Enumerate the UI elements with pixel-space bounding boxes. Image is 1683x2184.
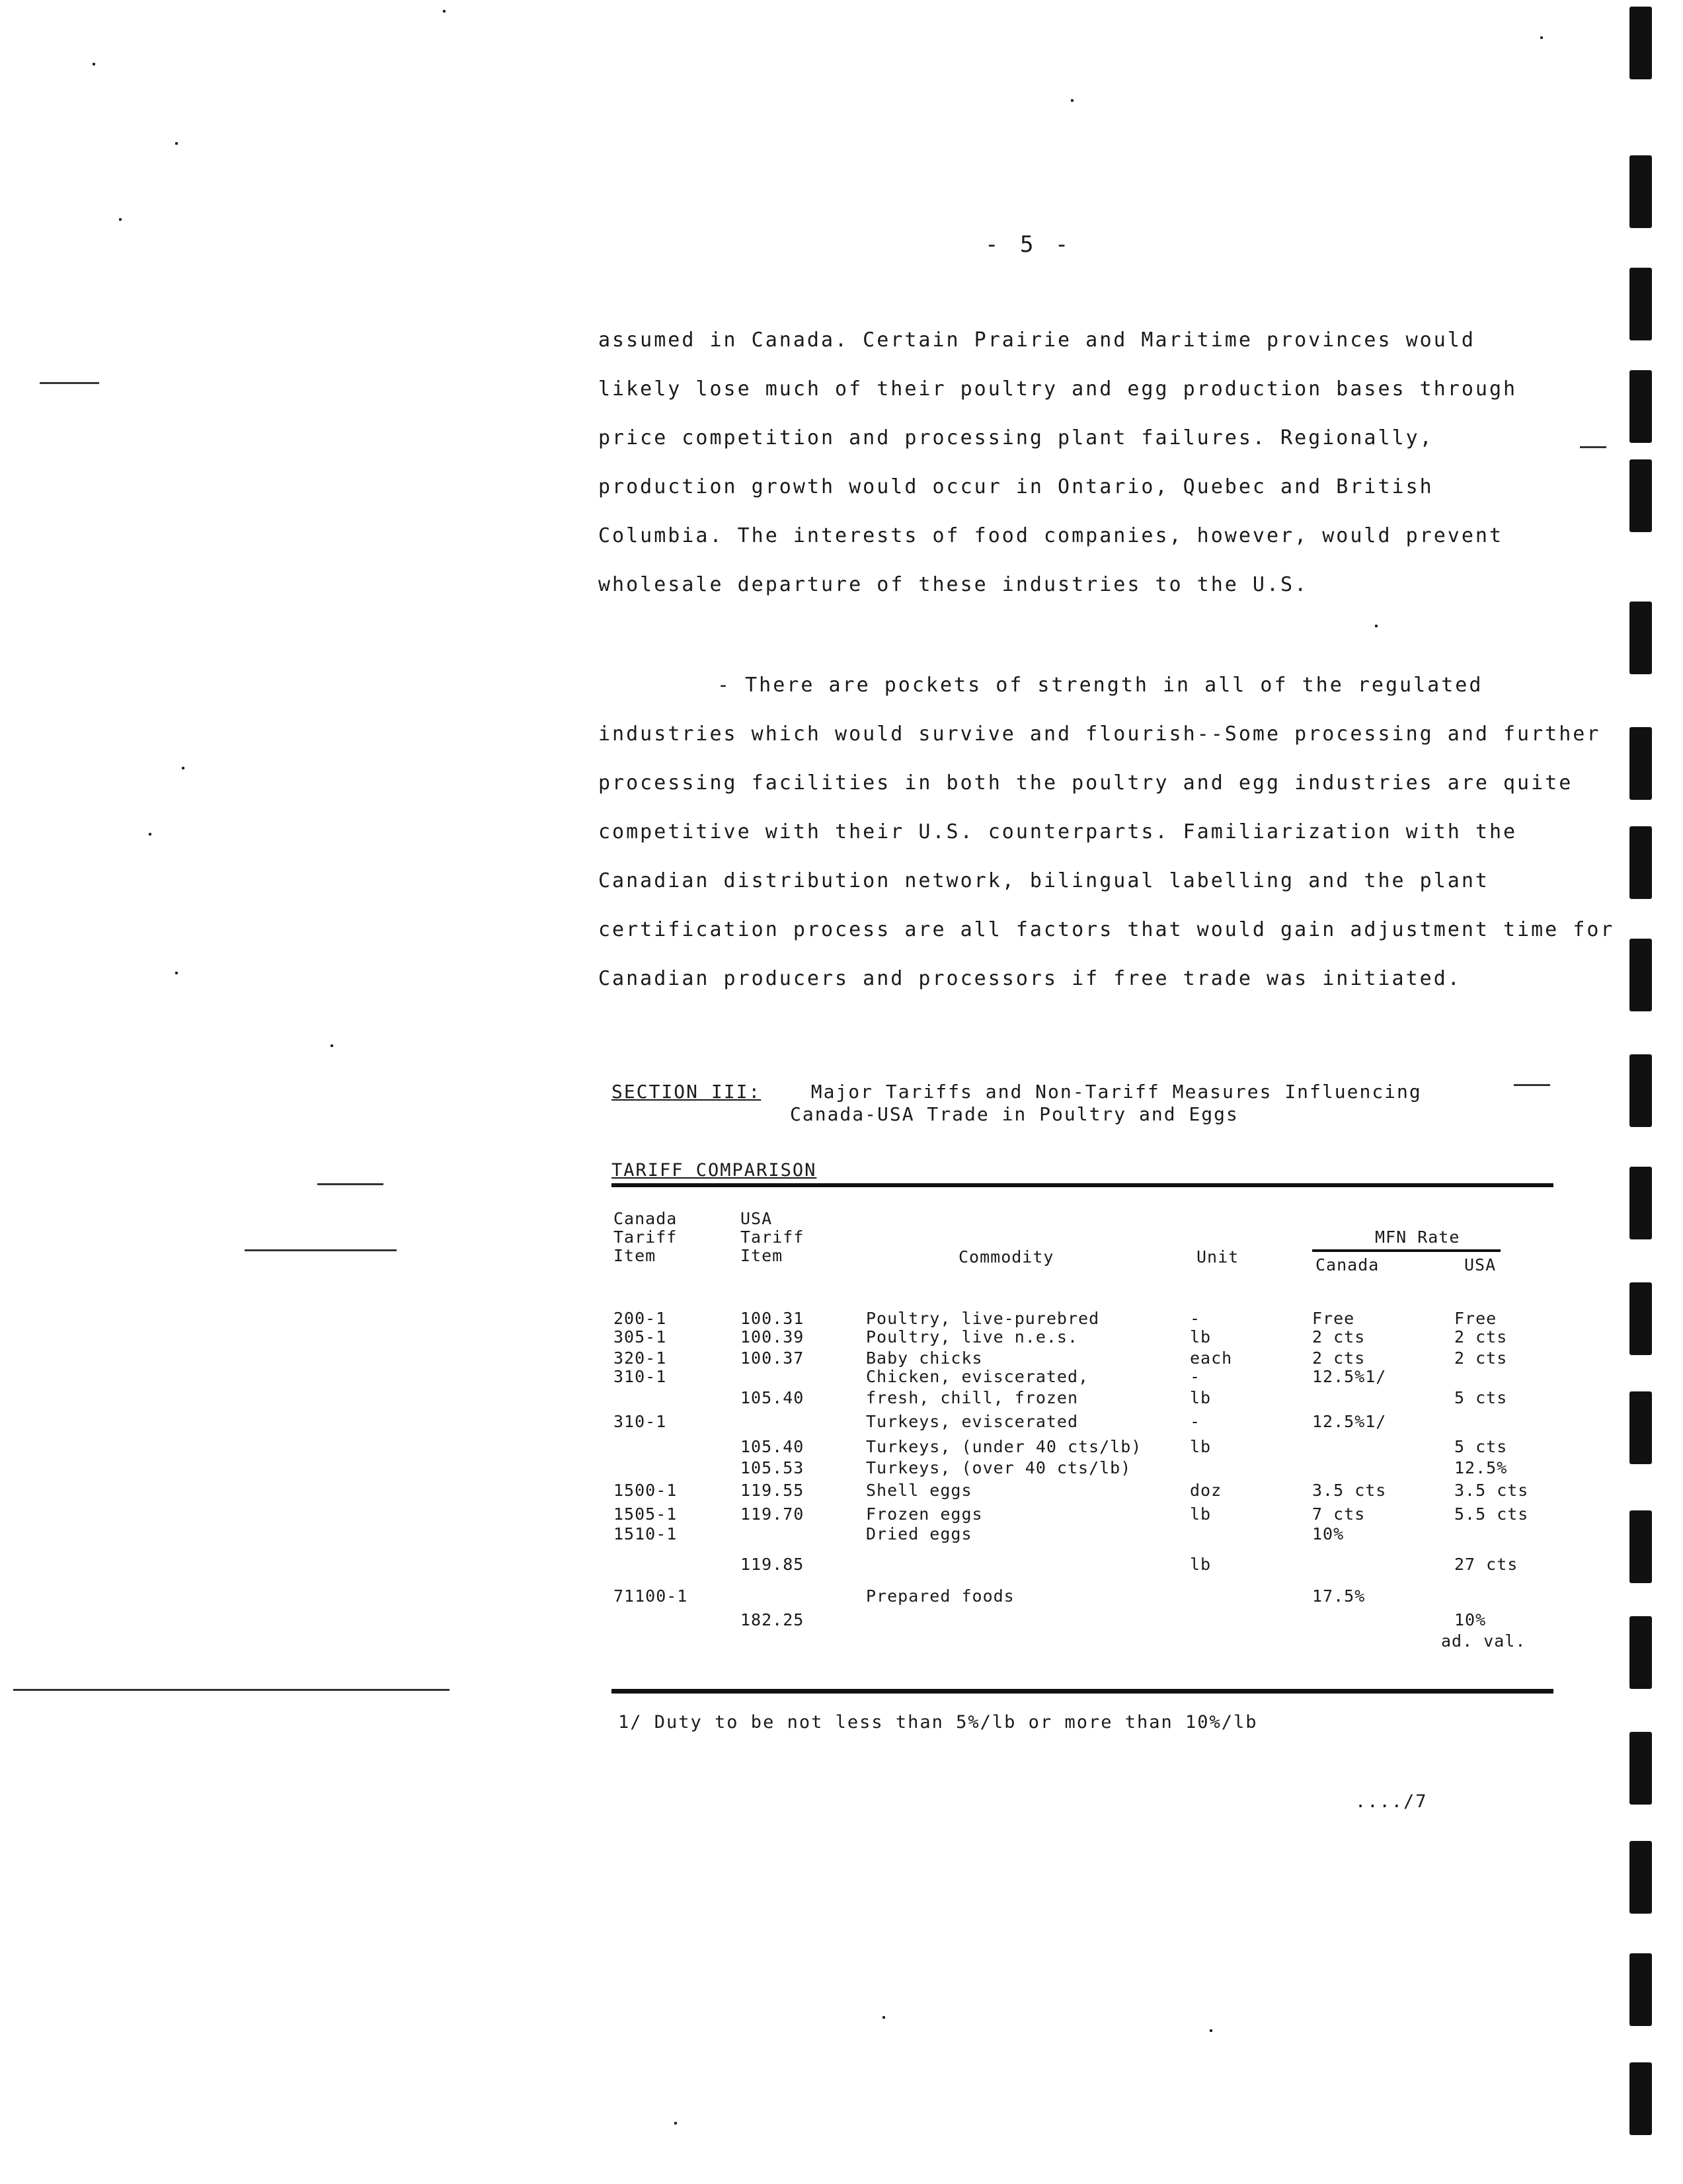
header-commodity: Commodity	[959, 1247, 1054, 1267]
usa-item: 182.25	[740, 1610, 804, 1629]
usa-item: 119.70	[740, 1504, 804, 1524]
commodity: Frozen eggs	[866, 1504, 983, 1524]
commodity: Turkeys, (over 40 cts/lb)	[866, 1458, 1132, 1477]
mfn-usa: Free	[1454, 1309, 1497, 1328]
canada-item: 310-1	[613, 1367, 667, 1386]
mfn-usa: 2 cts	[1454, 1348, 1508, 1368]
usa-item: 105.40	[740, 1388, 804, 1407]
text-line: competitive with their U.S. counterparts. Familiarization with the	[598, 820, 1518, 843]
text-line: Canadian distribution network, bilingual labelling and the plant	[598, 869, 1489, 892]
header-mfn-canada: Canada	[1315, 1255, 1380, 1274]
binder-mark	[1629, 602, 1652, 674]
header-unit: Unit	[1196, 1247, 1239, 1267]
commodity: Prepared foods	[866, 1586, 1015, 1606]
text-line: Columbia. The interests of food companies, however, would prevent	[598, 524, 1503, 547]
table-bottom-rule	[611, 1689, 1553, 1694]
table-label: TARIFF COMPARISON	[611, 1160, 817, 1181]
section-heading	[611, 1081, 1422, 1126]
table-row	[0, 1458, 1683, 1478]
binder-mark	[1629, 727, 1652, 800]
mfn-canada: 12.5%1/	[1312, 1412, 1387, 1431]
commodity: Baby chicks	[866, 1348, 983, 1368]
text-line: production growth would occur in Ontario, Quebec and British	[598, 475, 1434, 498]
header-mfn-rate: MFN Rate	[1375, 1228, 1460, 1247]
unit: lb	[1190, 1388, 1212, 1407]
commodity: Poultry, live n.e.s.	[866, 1327, 1079, 1346]
mfn-usa: 2 cts	[1454, 1327, 1508, 1346]
binder-mark	[1629, 1167, 1652, 1239]
scan-speck	[1375, 625, 1378, 627]
text-line: industries which would survive and flourish--Some processing and further	[598, 722, 1601, 746]
usa-item: 105.53	[740, 1458, 804, 1477]
commodity: fresh, chill, frozen	[866, 1388, 1079, 1407]
scan-speck	[119, 218, 122, 221]
table-row	[0, 1555, 1683, 1575]
mfn-canada: 12.5%1/	[1312, 1367, 1387, 1386]
scan-speck	[1540, 36, 1543, 39]
header-usa-tariff-item: USA Tariff Item	[740, 1209, 804, 1265]
usa-item: 100.39	[740, 1327, 804, 1346]
text-line: certification process are all factors that would gain adjustment time for	[598, 918, 1615, 941]
binder-mark	[1629, 1732, 1652, 1805]
commodity: Turkeys, eviscerated	[866, 1412, 1079, 1431]
binder-mark	[1629, 939, 1652, 1011]
table-top-rule	[611, 1183, 1553, 1187]
binder-mark	[1629, 155, 1652, 228]
mfn-canada: 10%	[1312, 1524, 1345, 1543]
scan-speck	[1210, 2029, 1212, 2032]
scan-dash	[13, 1689, 450, 1691]
binder-mark	[1629, 459, 1652, 532]
usa-item: 119.55	[740, 1481, 804, 1500]
table-row	[0, 1610, 1683, 1630]
text-line: price competition and processing plant failures. Regionally,	[598, 426, 1434, 449]
usa-item: 105.40	[740, 1437, 804, 1456]
canada-item: 71100-1	[613, 1586, 688, 1606]
scan-dash	[245, 1249, 397, 1251]
table-row	[0, 1367, 1683, 1387]
table-row	[0, 1631, 1683, 1651]
unit: lb	[1190, 1437, 1212, 1456]
mfn-usa: 27 cts	[1454, 1555, 1518, 1574]
scan-speck	[149, 833, 151, 836]
canada-item: 1505-1	[613, 1504, 678, 1524]
section-subtitle: Canada-USA Trade in Poultry and Eggs	[790, 1103, 1239, 1125]
scan-speck	[182, 767, 184, 769]
mfn-usa: ad. val.	[1441, 1631, 1526, 1651]
mfn-usa: 5 cts	[1454, 1388, 1508, 1407]
binder-mark	[1629, 268, 1652, 340]
usa-item: 119.85	[740, 1555, 804, 1574]
table-row	[0, 1309, 1683, 1329]
binder-mark	[1629, 826, 1652, 899]
scan-speck	[93, 63, 95, 65]
canada-item: 310-1	[613, 1412, 667, 1431]
mfn-canada: 17.5%	[1312, 1586, 1366, 1606]
binder-mark	[1629, 7, 1652, 79]
commodity: Poultry, live-purebred	[866, 1309, 1100, 1328]
mfn-canada: 3.5 cts	[1312, 1481, 1387, 1500]
mfn-canada: 2 cts	[1312, 1327, 1366, 1346]
scan-dash	[1514, 1084, 1550, 1086]
mfn-usa: 10%	[1454, 1610, 1487, 1629]
scan-speck	[882, 2016, 885, 2019]
scan-speck	[674, 2122, 677, 2125]
canada-item: 1510-1	[613, 1524, 678, 1543]
table-row	[0, 1437, 1683, 1457]
scan-speck	[331, 1044, 333, 1047]
canada-item: 320-1	[613, 1348, 667, 1368]
header-mfn-usa: USA	[1464, 1255, 1497, 1274]
binder-mark	[1629, 1054, 1652, 1127]
binder-mark	[1629, 1841, 1652, 1914]
commodity: Chicken, eviscerated,	[866, 1367, 1089, 1386]
scan-speck	[443, 10, 446, 13]
footnote: 1/ Duty to be not less than 5%/lb or more than 10%/lb	[618, 1712, 1258, 1733]
mfn-canada: 2 cts	[1312, 1348, 1366, 1368]
text-line: - There are pockets of strength in all of the regulated	[717, 674, 1483, 697]
text-line: wholesale departure of these industries to the U.S.	[598, 573, 1309, 596]
scan-speck	[175, 142, 178, 145]
section-title: Major Tariffs and Non-Tariff Measures Influencing	[810, 1081, 1422, 1103]
table-row	[0, 1327, 1683, 1347]
commodity: Shell eggs	[866, 1481, 972, 1500]
scan-dash	[40, 382, 99, 384]
mfn-usa: 12.5%	[1454, 1458, 1508, 1477]
page-number: - 5 -	[985, 231, 1073, 258]
unit: lb	[1190, 1327, 1212, 1346]
canada-item: 1500-1	[613, 1481, 678, 1500]
text-line: processing facilities in both the poultry and egg industries are quite	[598, 771, 1573, 795]
text-line: assumed in Canada. Certain Prairie and Maritime provinces would	[598, 329, 1475, 352]
unit: -	[1190, 1309, 1201, 1328]
binder-mark	[1629, 2062, 1652, 2135]
table-row	[0, 1524, 1683, 1544]
mfn-canada: Free	[1312, 1309, 1355, 1328]
table-row	[0, 1388, 1683, 1408]
mfn-rule	[1312, 1249, 1501, 1252]
mfn-usa: 3.5 cts	[1454, 1481, 1529, 1500]
binder-mark	[1629, 1953, 1652, 2026]
text-line: likely lose much of their poultry and egg production bases through	[598, 377, 1518, 401]
table-row	[0, 1481, 1683, 1501]
scan-dash	[317, 1183, 383, 1185]
mfn-usa: 5.5 cts	[1454, 1504, 1529, 1524]
continued-marker: ..../7	[1355, 1791, 1428, 1812]
header-canada-tariff-item: Canada Tariff Item	[613, 1209, 678, 1265]
table-row	[0, 1504, 1683, 1524]
text-line: Canadian producers and processors if free trade was initiated.	[598, 967, 1462, 990]
commodity: Turkeys, (under 40 cts/lb)	[866, 1437, 1142, 1456]
table-row	[0, 1348, 1683, 1368]
usa-item: 100.31	[740, 1309, 804, 1328]
scan-speck	[1071, 99, 1074, 102]
unit: doz	[1190, 1481, 1222, 1500]
section-label: SECTION III:	[611, 1081, 762, 1103]
paragraph-1	[598, 316, 1550, 609]
canada-item: 200-1	[613, 1309, 667, 1328]
paragraph-2	[598, 661, 1615, 1003]
usa-item: 100.37	[740, 1348, 804, 1368]
table-row	[0, 1412, 1683, 1432]
unit: lb	[1190, 1504, 1212, 1524]
mfn-usa: 5 cts	[1454, 1437, 1508, 1456]
canada-item: 305-1	[613, 1327, 667, 1346]
scan-dash	[1580, 446, 1606, 448]
unit: -	[1190, 1412, 1201, 1431]
table-row	[0, 1586, 1683, 1606]
unit: lb	[1190, 1555, 1212, 1574]
unit: each	[1190, 1348, 1233, 1368]
unit: -	[1190, 1367, 1201, 1386]
mfn-canada: 7 cts	[1312, 1504, 1366, 1524]
commodity: Dried eggs	[866, 1524, 972, 1543]
scan-speck	[175, 972, 178, 974]
binder-mark	[1629, 370, 1652, 443]
